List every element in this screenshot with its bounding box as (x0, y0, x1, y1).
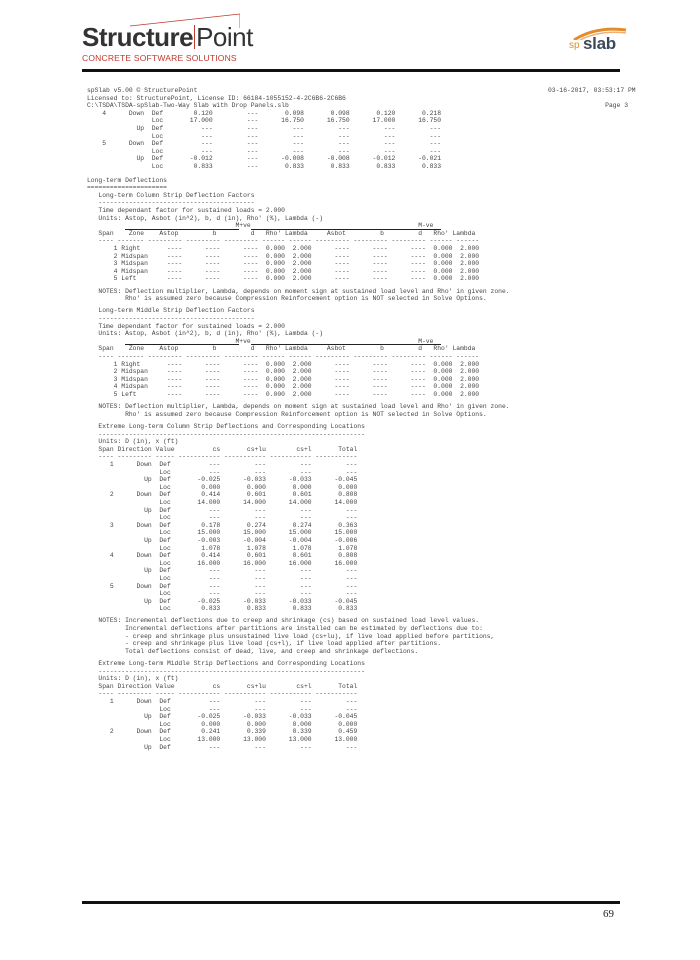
table-row: Loc 0.000 0.000 0.000 0.000 (87, 720, 358, 728)
spslab-name: slab (583, 34, 616, 53)
table-row: Loc --- --- --- --- --- --- (87, 147, 442, 155)
table-row: Up Def -0.025 -0.033 -0.033 -0.045 (87, 597, 358, 605)
table-row: 5 Left ---- ---- ---- 0.000 2.000 ---- ---- ---- 0.000 2.000 (87, 391, 480, 398)
units: Units: D (in), x (ft) (87, 675, 179, 683)
header-rule (82, 69, 620, 72)
table-row: Up Def --- --- --- --- --- --- (87, 125, 442, 132)
section-rule: ===================== (87, 184, 167, 192)
logo-company-bold: Structure (82, 22, 194, 52)
table-row: Loc 0.833 0.833 0.833 0.833 (87, 605, 358, 613)
table-row: Loc 0.833 --- 0.833 0.833 0.833 0.833 (87, 163, 442, 170)
group-labels: M+ve M-ve (87, 337, 434, 345)
units: Units: Astop, Asbot (in^2), b, d (in), Rho' (%), Lambda (-) (87, 330, 324, 338)
table-row: 2 Down Def 0.241 0.339 0.339 0.459 (87, 728, 358, 736)
table-row: 2 Down Def 0.414 0.601 0.601 0.808 (87, 491, 358, 499)
table-row: Up Def --- --- --- --- (87, 506, 358, 514)
note-line: NOTES: Deflection multiplier, Lambda, depends on moment sign at sustained load level and Rho' in given zone. (87, 403, 510, 411)
table-row: Loc 14.000 14.000 14.000 14.000 (87, 498, 358, 506)
table-row: Loc 17.000 --- 16.750 16.750 17.000 16.750 (87, 117, 442, 125)
table-row: Up Def -0.003 -0.004 -0.004 -0.006 (87, 536, 358, 544)
spslab-logo (566, 30, 636, 60)
logo-divider (194, 25, 195, 49)
table-row: 1 Right ---- ---- ---- 0.000 2.000 ---- ---- ---- 0.000 2.000 (87, 245, 480, 253)
subsection-title: Long-term Column Strip Deflection Factors (87, 191, 255, 199)
subsection-rule: ---------------------------------------------------------------------- (87, 667, 365, 675)
table-row: Loc 0.000 0.000 0.000 0.000 (87, 483, 358, 491)
note-line: Rho' is assumed zero because Compression Reinforcement option is NOT selected in Solve Options. (87, 295, 487, 303)
report-file: C:\TSDA\TSDA-spSlab-Two-Way Slab with Drop Panels.slb (87, 102, 289, 110)
table-row: Up Def --- --- --- --- (87, 743, 358, 751)
table-row: Loc --- --- --- --- (87, 574, 358, 582)
subsection-title: Extreme Long-term Column Strip Deflections and Corresponding Locations (87, 422, 365, 430)
structurepoint-logo (82, 24, 253, 63)
table-header-rule: ---- ------- --------- --------- --------- ------ ------ --------- --------- --------- ------ ------ (87, 353, 480, 360)
table-row: 4 Midspan ---- ---- ---- 0.000 2.000 ---- ---- ---- 0.000 2.000 (87, 383, 480, 391)
report-page: Page 3 (605, 102, 628, 110)
table-header: Span Direction Value cs cs+lu cs+l Total (87, 682, 358, 690)
table-row: 2 Midspan ---- ---- ---- 0.000 2.000 ---- ---- ---- 0.000 2.000 (87, 252, 480, 260)
page-number: 69 (603, 908, 614, 920)
subsection-rule: ----------------------------------------- (87, 199, 255, 207)
note-line: - creep and shrinkage plus unsustained live load (cs+lu), if live load applied before partitions, (87, 632, 495, 640)
section-title: Long-term Deflections (87, 176, 167, 184)
logo-arc-icon (90, 12, 240, 28)
table-row: Loc --- --- --- --- (87, 705, 358, 713)
table-row: Up Def -0.025 -0.033 -0.033 -0.045 (87, 476, 358, 484)
table-header: Span Zone Astop b d Rho' Lambda Asbot b d Rho' Lambda (87, 229, 476, 237)
table-row: 3 Down Def 0.178 0.274 0.274 0.363 (87, 521, 358, 529)
report-license: Licensed to: StructurePoint, License ID: 66184-1055152-4-2C6B6-2C6B6 (87, 94, 346, 102)
table-header-rule: ---- --------- ----- ----------- ----------- ----------- ----------- (87, 690, 358, 698)
table-row: 5 Down Def --- --- --- --- (87, 582, 358, 590)
table-row: Loc 16.000 16.000 16.000 16.000 (87, 559, 358, 567)
table-row: 1 Right ---- ---- ---- 0.000 2.000 ---- ---- ---- 0.000 2.000 (87, 360, 480, 368)
note-line: Rho' is assumed zero because Compression Reinforcement option is NOT selected in Solve Options. (87, 410, 487, 418)
report-program: spSlab v5.00 © StructurePoint (87, 87, 198, 94)
time-factor: Time dependant factor for sustained loads = 2.000 (87, 207, 285, 215)
table-row: Up Def --- --- --- --- (87, 567, 358, 575)
time-factor: Time dependant factor for sustained loads = 2.000 (87, 322, 285, 330)
footer-rule (82, 901, 620, 904)
table-row: 3 Midspan ---- ---- ---- 0.000 2.000 ---- ---- ---- 0.000 2.000 (87, 260, 480, 268)
table-row: Loc --- --- --- --- (87, 590, 358, 598)
table-row: 3 Midspan ---- ---- ---- 0.000 2.000 ---- ---- ---- 0.000 2.000 (87, 375, 480, 383)
note-line: - creep and shrinkage plus live load (cs+l), if live load applied after partitions. (87, 640, 442, 648)
table-row: Loc 15.000 15.000 15.000 15.000 (87, 529, 358, 537)
table-header: Span Zone Astop b d Rho' Lambda Asbot b d Rho' Lambda (87, 345, 476, 353)
table-row: 4 Midspan ---- ---- ---- 0.000 2.000 ---- ---- ---- 0.000 2.000 (87, 267, 480, 275)
subsection-rule: ----------------------------------------- (87, 315, 255, 322)
report-datetime: 03-16-2017, 03:53:17 PM (548, 87, 636, 94)
table-header-rule: ---- ------- --------- --------- --------- ------ ------ --------- --------- --------- ------ ------ (87, 237, 480, 245)
note-line: NOTES: Incremental deflections due to creep and shrinkage (cs) based on sustained load level values. (87, 617, 480, 625)
logo-company-light: Point (196, 22, 253, 52)
subsection-rule: ---------------------------------------------------------------------- (87, 430, 365, 438)
subsection-title: Long-term Middle Strip Deflection Factors (87, 307, 255, 315)
table-row: Loc 1.078 1.078 1.078 1.078 (87, 544, 358, 552)
table-header-rule: ---- --------- ----- ----------- ----------- ----------- ----------- (87, 453, 358, 461)
table-row: 2 Midspan ---- ---- ---- 0.000 2.000 ---- ---- ---- 0.000 2.000 (87, 368, 480, 376)
table-row: 4 Down Def 0.120 --- 0.098 0.098 0.120 0.218 (87, 109, 442, 117)
table-row: 4 Down Def 0.414 0.601 0.601 0.808 (87, 552, 358, 560)
logo-tagline: CONCRETE SOFTWARE SOLUTIONS (82, 53, 237, 63)
note-line: Incremental deflections after partitions are installed can be estimated by deflections due to: (87, 625, 483, 633)
units: Units: D (in), x (ft) (87, 438, 179, 446)
table-row: Up Def -0.012 --- -0.008 -0.008 -0.012 -0.021 (87, 155, 442, 163)
table-row: Loc --- --- --- --- (87, 514, 358, 522)
table-row: 1 Down Def --- --- --- --- (87, 698, 358, 706)
table-header: Span Direction Value cs cs+lu cs+l Total (87, 445, 358, 453)
table-row: Up Def -0.025 -0.033 -0.033 -0.045 (87, 713, 358, 721)
table-row: Loc --- --- --- --- (87, 468, 358, 476)
note-line: Total deflections consist of dead, live, and creep and shrinkage deflections. (87, 647, 419, 655)
units: Units: Astop, Asbot (in^2), b, d (in), Rho' (%), Lambda (-) (87, 214, 324, 222)
table-row: 1 Down Def --- --- --- --- (87, 460, 358, 468)
subsection-title: Extreme Long-term Middle Strip Deflections and Corresponding Locations (87, 660, 365, 668)
group-labels: M+ve M-ve (87, 222, 434, 230)
table-row: Loc --- --- --- --- --- --- (87, 132, 442, 140)
table-row: Loc 13.000 13.000 13.000 13.000 (87, 736, 358, 744)
spslab-prefix: sp (569, 40, 580, 51)
note-line: NOTES: Deflection multiplier, Lambda, depends on moment sign at sustained load level and Rho' in given zone. (87, 287, 510, 295)
table-row: 5 Down Def --- --- --- --- --- --- (87, 140, 442, 148)
table-row: 5 Left ---- ---- ---- 0.000 2.000 ---- ---- ---- 0.000 2.000 (87, 275, 480, 283)
